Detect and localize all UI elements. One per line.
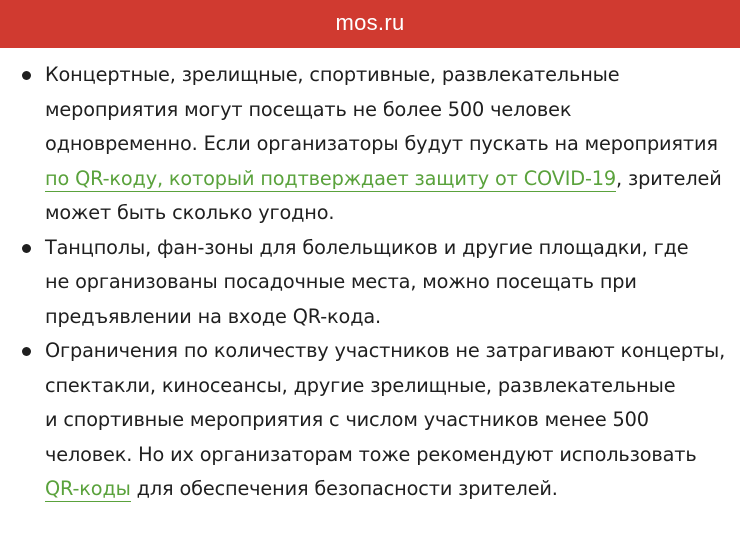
text-line: Концертные, зрелищные, спортивные, развлекательные xyxy=(45,63,620,86)
covid-qr-link[interactable]: по QR-коду, который подтверждает защиту от COVID-19 xyxy=(45,166,617,190)
text-line: и спортивные мероприятия с числом участников менее 500 xyxy=(45,408,649,431)
text-line: Ограничения по количеству участников не затрагивают концерты, xyxy=(45,339,726,362)
text-line: может быть сколько угодно. xyxy=(45,201,335,224)
bullet-list xyxy=(17,58,726,507)
text-line: не организованы посадочные места, можно посещать при xyxy=(45,270,637,293)
text-line: одновременно. Если организаторы будут пускать на мероприятия xyxy=(45,132,718,155)
text-line: человек. Но их организаторам тоже рекомендуют использовать xyxy=(45,442,697,466)
site-title[interactable]: mos.ru xyxy=(335,10,405,35)
list-item xyxy=(17,231,720,335)
text-line xyxy=(45,472,720,507)
text-line: мероприятия могут посещать не более 500 человек xyxy=(45,97,572,121)
article-body xyxy=(0,48,740,507)
qr-codes-link[interactable]: QR-коды xyxy=(45,477,131,500)
list-item xyxy=(17,58,720,231)
bullet-icon xyxy=(22,71,31,80)
text-line: предъявлении на входе QR-кода. xyxy=(45,304,382,328)
text-line: Танцполы, фан-зоны для болельщиков и другие площадки, где xyxy=(45,235,689,259)
list-item xyxy=(17,334,726,507)
site-header xyxy=(0,0,740,48)
text-line: спектакли, киносеансы, другие зрелищные, развлекательные xyxy=(45,373,676,397)
bullet-icon xyxy=(22,347,31,356)
bullet-icon xyxy=(22,244,31,253)
text-line xyxy=(45,162,720,197)
text-fragment: , зрителей xyxy=(616,166,722,190)
text-fragment: для обеспечения безопасности зрителей. xyxy=(130,477,558,500)
